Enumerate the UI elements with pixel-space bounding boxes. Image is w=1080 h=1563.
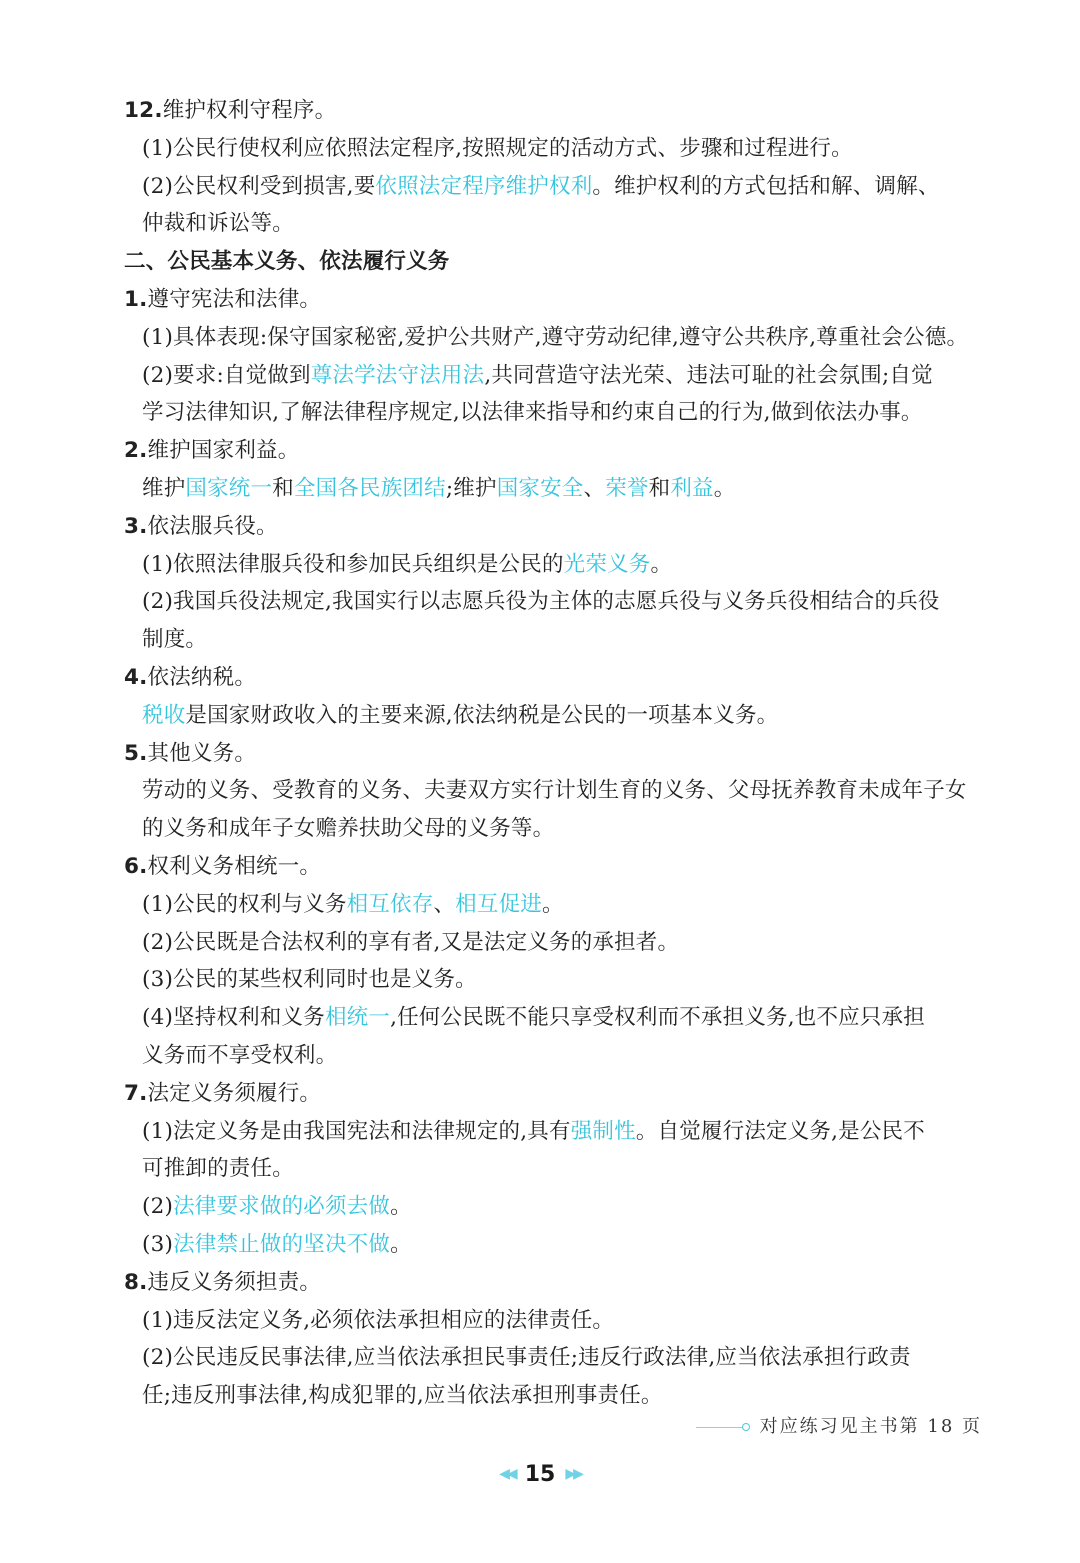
- highlighted-term: 相统一: [324, 1005, 391, 1031]
- text-run: 维护: [142, 475, 186, 501]
- text-line: [124, 1302, 986, 1340]
- item-heading: [124, 659, 986, 697]
- text-line: [124, 961, 986, 999]
- cross-reference: [696, 1413, 982, 1441]
- item-heading: [124, 508, 986, 546]
- item-number: 1.: [124, 286, 148, 312]
- text-run: (1)公民的权利与义务: [142, 891, 347, 917]
- highlighted-term: 相互促进: [455, 891, 542, 917]
- item-number: 8.: [124, 1269, 148, 1295]
- text-run: 违反义务须担责。: [147, 1269, 322, 1295]
- highlighted-term: 光荣义务: [563, 551, 651, 577]
- item-heading: [124, 735, 986, 773]
- text-run: 二、公民基本义务、依法履行义务: [124, 249, 450, 275]
- text-run: 。维护权利的方式包括和解、调解、: [592, 173, 940, 199]
- text-run: 。: [390, 1194, 412, 1220]
- text-run: 遵守宪法和法律。: [147, 286, 322, 312]
- text-line: [124, 1037, 986, 1075]
- text-line: [124, 999, 986, 1037]
- highlighted-term: 国家统一: [185, 475, 273, 501]
- text-run: (3)公民的某些权利同时也是义务。: [142, 967, 477, 993]
- reference-text: 对应练习见主书第 18 页: [759, 1416, 982, 1437]
- text-line: [124, 394, 986, 432]
- text-line: [124, 1377, 986, 1415]
- text-line: [124, 697, 986, 735]
- text-run: 其他义务。: [147, 740, 257, 766]
- double-chevron-right-icon: ▶▶: [565, 1466, 581, 1482]
- text-run: (2)公民既是合法权利的享有者,又是法定义务的承担者。: [142, 929, 680, 955]
- text-run: 和: [648, 475, 671, 501]
- text-run: (4)坚持权利和义务: [142, 1005, 325, 1031]
- text-run: 权利义务相统一。: [147, 853, 322, 879]
- page-number: 15: [524, 1461, 556, 1487]
- text-line: [124, 470, 986, 508]
- highlighted-term: 全国各民族团结: [293, 475, 446, 501]
- item-number: 4.: [124, 664, 148, 690]
- text-run: (3): [142, 1231, 174, 1257]
- text-line: [124, 886, 986, 924]
- text-run: (1)法定义务是由我国宪法和法律规定的,具有: [142, 1118, 571, 1144]
- text-run: (2)我国兵役法规定,我国实行以志愿兵役为主体的志愿兵役与义务兵役相结合的兵役: [142, 589, 940, 615]
- double-chevron-left-icon: ◀◀: [499, 1466, 515, 1482]
- highlighted-term: 依照法定程序维护权利: [375, 173, 593, 199]
- highlighted-term: 法律禁止做的坚决不做: [173, 1231, 391, 1257]
- text-run: 劳动的义务、受教育的义务、夫妻双方实行计划生育的义务、父母抚养教育未成年子女: [142, 778, 967, 804]
- text-line: [124, 546, 986, 584]
- text-line: [124, 772, 986, 810]
- text-line: [124, 1226, 986, 1264]
- text-line: [124, 205, 986, 243]
- highlighted-term: 法律要求做的必须去做: [173, 1194, 391, 1220]
- item-heading: [124, 1264, 986, 1302]
- text-run: (1)违反法定义务,必须依法承担相应的法律责任。: [142, 1307, 615, 1333]
- text-run: ;维护: [445, 475, 497, 501]
- text-line: [124, 168, 986, 206]
- text-line: [124, 1150, 986, 1188]
- item-number: 5.: [124, 740, 148, 766]
- text-run: 维护国家利益。: [147, 438, 300, 464]
- item-number: 12.: [124, 98, 163, 123]
- text-run: 、: [583, 475, 606, 501]
- text-run: 。: [650, 551, 673, 577]
- text-run: 的义务和成年子女赡养扶助父母的义务等。: [142, 816, 555, 842]
- item-heading: [124, 1075, 986, 1113]
- text-run: 法定义务须履行。: [147, 1080, 322, 1106]
- item-heading: [124, 281, 986, 319]
- text-run: ,共同营造守法光荣、违法可耻的社会氛围;自觉: [484, 362, 933, 388]
- text-line: [124, 810, 986, 848]
- text-run: 学习法律知识,了解法律程序规定,以法律来指导和约束自己的行为,做到依法办事。: [142, 400, 923, 426]
- text-run: 。: [713, 475, 736, 501]
- item-number: 3.: [124, 513, 148, 539]
- text-run: 仲裁和诉讼等。: [142, 211, 294, 237]
- text-run: (1)公民行使权利应依照法定程序,按照规定的活动方式、步骤和过程进行。: [142, 135, 853, 161]
- text-line: [124, 1188, 986, 1226]
- reference-dot-icon: [742, 1423, 750, 1431]
- reference-rule: [696, 1427, 742, 1428]
- highlighted-term: 税收: [142, 702, 186, 728]
- text-line: [124, 583, 986, 621]
- text-run: (2): [142, 1194, 174, 1220]
- text-run: 维护权利守程序。: [162, 98, 337, 123]
- text-line: [124, 130, 986, 168]
- highlighted-term: 国家安全: [496, 475, 584, 501]
- text-run: 任;违反刑事法律,构成犯罪的,应当依法承担刑事责任。: [142, 1383, 663, 1409]
- text-run: 依法服兵役。: [147, 513, 278, 539]
- highlighted-term: 相互依存: [346, 891, 434, 917]
- highlighted-term: 利益: [670, 475, 714, 501]
- text-line: [124, 621, 986, 659]
- text-run: 、: [433, 891, 456, 917]
- section-heading: [124, 243, 986, 281]
- page-footer: [0, 1458, 1080, 1490]
- item-heading: [124, 92, 986, 130]
- text-run: 义务而不享受权利。: [142, 1042, 338, 1068]
- item-number: 2.: [124, 438, 148, 464]
- text-line: [124, 319, 986, 357]
- item-heading: [124, 848, 986, 886]
- text-run: 制度。: [142, 627, 208, 653]
- text-run: 。: [541, 891, 564, 917]
- text-run: (2)要求:自觉做到: [142, 362, 311, 388]
- item-number: 6.: [124, 853, 148, 879]
- text-run: (2)公民违反民事法律,应当依法承担民事责任;违反行政法律,应当依法承担行政责: [142, 1345, 911, 1371]
- text-line: [124, 1339, 986, 1377]
- text-line: [124, 924, 986, 962]
- text-run: 和: [272, 475, 294, 501]
- text-run: 。: [390, 1231, 412, 1257]
- text-line: [124, 1113, 986, 1151]
- text-run: 。自觉履行法定义务,是公民不: [635, 1118, 925, 1144]
- text-run: 是国家财政收入的主要来源,依法纳税是公民的一项基本义务。: [185, 702, 779, 728]
- text-run: (1)依照法律服兵役和参加民兵组织是公民的: [142, 551, 564, 577]
- item-heading: [124, 432, 986, 470]
- page-content: [124, 92, 986, 1415]
- text-run: 可推卸的责任。: [142, 1156, 294, 1182]
- text-line: [124, 357, 986, 395]
- highlighted-term: 尊法学法守法用法: [310, 362, 485, 388]
- item-number: 7.: [124, 1080, 148, 1106]
- text-run: (2)公民权利受到损害,要: [142, 173, 376, 199]
- highlighted-term: 荣誉: [605, 475, 649, 501]
- text-run: (1)具体表现:保守国家秘密,爱护公共财产,遵守劳动纪律,遵守公共秩序,尊重社会公德。: [142, 324, 969, 350]
- text-run: ,任何公民既不能只享受权利而不承担义务,也不应只承担: [390, 1005, 925, 1031]
- text-run: 依法纳税。: [147, 664, 257, 690]
- highlighted-term: 强制性: [570, 1118, 636, 1144]
